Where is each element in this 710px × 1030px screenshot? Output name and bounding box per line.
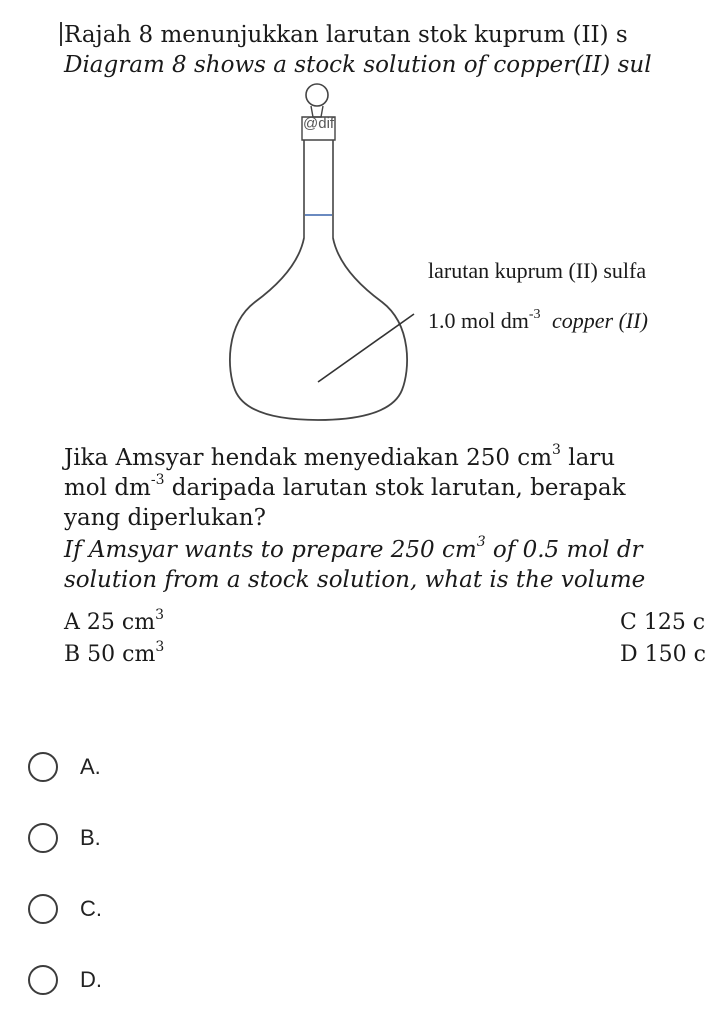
title-english: Diagram 8 shows a stock solution of copper(II) sul — [64, 52, 652, 78]
solution-concentration: 1.0 mol $dm^{-3}$ copper (II) — [428, 306, 648, 333]
choice-c[interactable] — [28, 889, 102, 929]
choice-a[interactable] — [28, 747, 101, 787]
radio-button-d[interactable] — [28, 965, 58, 995]
volumetric-flask-diagram — [0, 0, 710, 440]
flask-stopper — [306, 84, 328, 106]
option-a-text: A 25 $cm^3$ — [64, 606, 164, 635]
label-pointer — [318, 314, 414, 382]
choice-b-label: B. — [80, 825, 101, 850]
body-malay-line-2: mol $dm^{-3}$ daripada larutan stok larutan, berapak — [64, 472, 626, 501]
option-b-text: B 50 $cm^3$ — [64, 638, 165, 667]
radio-button-a[interactable] — [28, 752, 58, 782]
watermark: @dif — [303, 115, 335, 132]
choice-b[interactable] — [28, 818, 101, 858]
choice-d[interactable] — [28, 960, 102, 1000]
body-malay-line-1: Jika Amsyar hendak menyediakan 250 $cm^3$ laru — [64, 442, 616, 471]
title-malay: Rajah 8 menunjukkan larutan stok kuprum (II) s — [64, 22, 628, 48]
option-c-text: C 125 c — [620, 610, 706, 635]
radio-button-b[interactable] — [28, 823, 58, 853]
body-english-line-1: If Amsyar wants to prepare 250 $cm^3$ of 0.5 mol dr — [64, 534, 643, 563]
radio-button-c[interactable] — [28, 894, 58, 924]
option-d-text: D 150 c — [620, 642, 706, 667]
flask-body — [230, 238, 407, 420]
choice-d-label: D. — [80, 967, 102, 992]
choice-a-label: A. — [80, 754, 101, 779]
body-malay-line-3: yang diperlukan? — [64, 505, 266, 531]
choice-c-label: C. — [80, 896, 102, 921]
body-english-line-2: solution from a stock solution, what is the volume — [64, 567, 646, 593]
solution-label-malay: larutan kuprum (II) sulfa — [428, 258, 647, 283]
